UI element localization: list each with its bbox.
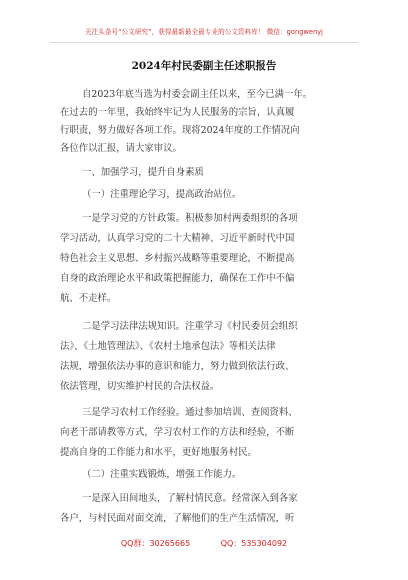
- footer-qq-contact: QQ：535304092: [220, 539, 288, 548]
- header-divider: [50, 42, 358, 43]
- paragraph-line: 自身的政治理论水平和政策把握能力，确保在工作中不偏: [60, 273, 295, 284]
- paragraph-line: 二是学习法律法规知识。注重学习《村民委员会组织: [82, 321, 298, 332]
- document-title: 2024年村民委副主任述职报告: [131, 60, 277, 72]
- paragraph-line: 法规，增强依法办事的意识和能力，努力做到依法行政、: [60, 361, 295, 372]
- footer-banner: [0, 538, 408, 549]
- paragraph-line: 行职责，努力做好各项工作。现将2024年度的工作情况向: [60, 125, 300, 136]
- paragraph-line: 向老干部请教等方式，学习农村工作的方法和经验，不断: [60, 427, 295, 438]
- subsection-heading: （二）注重实践锻炼，增强工作能力。: [82, 469, 242, 480]
- header-banner: 关注头条号“公文研究”，获得最新最全最专业的公文资料库！ 微信：gongwenyj: [84, 28, 324, 36]
- footer-qq-group: QQ群：30265665: [120, 539, 191, 548]
- paragraph-line: 一是学习党的方针政策。积极参加村两委组织的各项: [82, 213, 298, 224]
- paragraph-line: 学习活动，认真学习党的二十大精神、习近平新时代中国: [60, 233, 295, 244]
- paragraph-line: 各位作以汇报，请大家审议。: [60, 143, 182, 154]
- paragraph-line: 法》、《土地管理法》、《农村土地承包法》等相关法律: [60, 341, 276, 352]
- subsection-heading: （一）注重理论学习，提高政治站位。: [82, 189, 242, 200]
- paragraph-line: 自2023年底当选为村委会副主任以来，至今已满一年。: [82, 89, 313, 100]
- paragraph-line: 各户，与村民面对面交流，了解他们的生产生活情况，听: [60, 513, 295, 524]
- paragraph-line: 提高自身的工作能力和水平，更好地服务村民。: [60, 447, 257, 458]
- paragraph-line: 在过去的一年里，我始终牢记为人民服务的宗旨，认真履: [60, 107, 295, 118]
- paragraph-line: 三是学习农村工作经验。通过参加培训、查阅资料、: [82, 407, 298, 418]
- paragraph-line: 依法管理，切实维护村民的合法权益。: [60, 381, 220, 392]
- paragraph-line: 特色社会主义思想、乡村振兴战略等重要理论，不断提高: [60, 253, 295, 264]
- section-heading: 一、加强学习，提升自身素质: [82, 167, 204, 178]
- paragraph-line: 航、不走样。: [60, 293, 117, 304]
- paragraph-line: 一是深入田间地头，了解村情民意。经常深入到各家: [82, 493, 298, 504]
